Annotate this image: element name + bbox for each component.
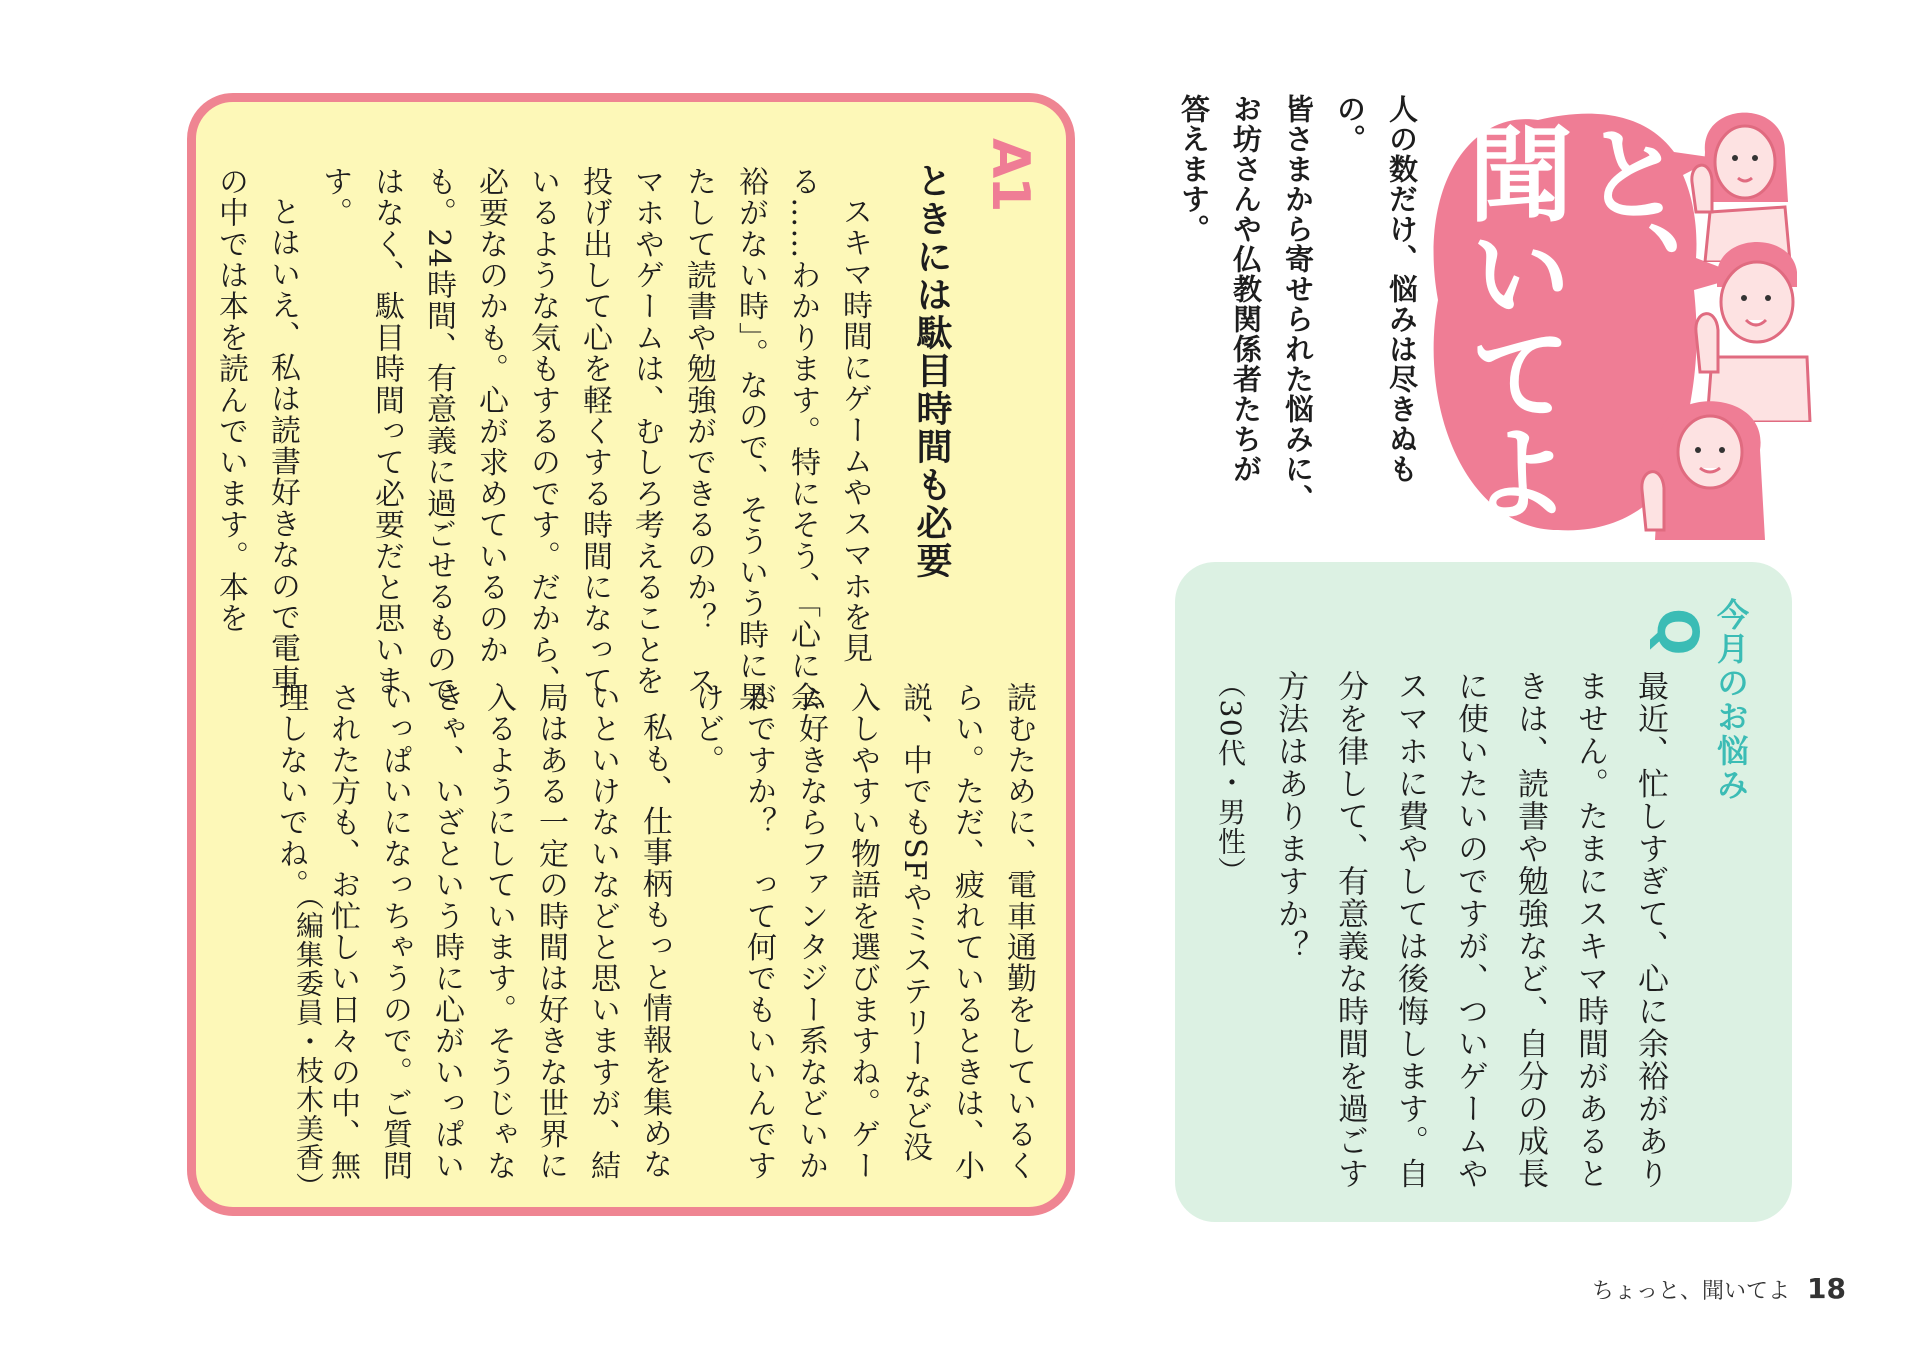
intro-line: 人の数だけ、悩みは尽きぬもの。 (1333, 94, 1419, 484)
question-label: Q (1644, 608, 1709, 656)
intro-text (1168, 94, 1428, 534)
footer-section-title: ちょっと、聞いてよ (1592, 1279, 1791, 1304)
question-attribution: （30代・男性） (1214, 670, 1247, 886)
question-category: 今月のお悩み (1712, 598, 1750, 802)
question-box (1175, 562, 1792, 1222)
question-body (1200, 670, 1680, 1190)
title-line-2: 聞いてよ (1451, 120, 1573, 520)
answer-paragraph-3: 私も、仕事柄もっと情報を集めないといけないなどと思いますが、結局はある一定の時間は好きな世界に入るようにしています。そうじゃなきゃ、いざという時に心がいっぱいいっぱいになっちゃうので。ご質問された方も、お忙しい日々の中、無理しないでね。 (273, 682, 672, 1182)
intro-line: お坊さんや仏教関係者たちが (1229, 94, 1263, 484)
answer-paragraph-1: スキマ時間にゲームやスマホを見る……わかります。特にそう、「心に余裕がない時」。なので、そういう時に果たして読書や勉強ができるのか？ スマホやゲームは、むしろ考えることを投げ出して心を軽くする時間になっているような気もするのです。だから、必要なのかも。心が求めているのかも。24時間、有意義に過ごせるものではなく、駄目時間って必要だと思います。 (317, 166, 872, 713)
title-line-1: と、 (1563, 120, 1685, 320)
woman-long-hair-icon (1640, 380, 1780, 540)
footer (1592, 1272, 1846, 1305)
answer-paragraph-2-end: 読むために、電車通勤をしているくらい。ただ、疲れているときは、小説、中でもSFやミステリーなど没入しやすい物語を選びますね。ゲーム好きならファンタジー系などいかがですか？ って何でもいいんですけど。 (689, 682, 1036, 1182)
answer-paragraph-2-start: とはいえ、私は読書好きなので電車の中では本を読んでいます。本を (213, 166, 300, 696)
question-text: 最近、忙しすぎて、心に余裕がありません。たまにスキマ時間があるときは、読書や勉強など、自分の成長に使いたいのですが、ついゲームやスマホに費やしては後悔します。自分を律して、有意義な時間を過ごす方法はありますか？ (1272, 670, 1668, 1190)
answer-credit: （編集委員・枝木美香） (292, 882, 325, 1201)
answer-upper-block (204, 166, 880, 716)
answer-lower-block (264, 682, 1044, 1182)
intro-line: 答えます。 (1177, 94, 1211, 244)
answer-box (187, 93, 1075, 1216)
page-number: 18 (1807, 1272, 1846, 1305)
answer-label: A1 (980, 138, 1040, 211)
intro-line: 皆さまから寄せられた悩みに、 (1281, 94, 1315, 514)
answer-heading: ときには駄目時間も必要 (911, 162, 953, 580)
